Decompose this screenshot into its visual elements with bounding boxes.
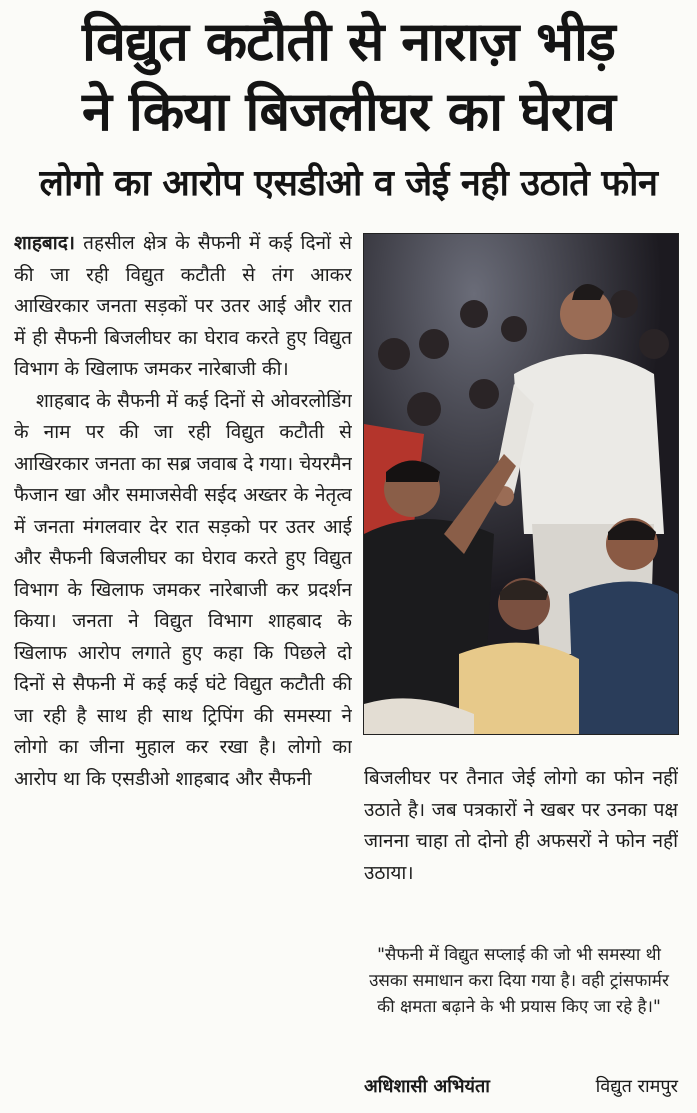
signatory-title: अधिशासी अभियंता xyxy=(364,1076,490,1097)
article-continuation-column xyxy=(364,763,678,933)
paragraph-1-text: तहसील क्षेत्र के सैफनी में कई दिनों से की जा रही विद्युत कटौती से तंग आकर आखिरकार जनता सड़कों पर उतर आई और रात में ही सैफनी बिजलीघर का घेराव करते हुए विद्युत विभाग के खिलाफ जमकर नारेबाजी की। xyxy=(14,232,352,380)
protest-photo xyxy=(363,233,679,735)
headline-line-1: विद्युत कटौती से नाराज़ भीड़ xyxy=(82,10,615,73)
quote-signature xyxy=(364,1073,678,1101)
headline-line-2: ने किया बिजलीघर का घेराव xyxy=(82,80,615,143)
signatory-office: विद्युत रामपुर xyxy=(595,1076,678,1097)
dateline: शाहबाद। xyxy=(14,232,75,254)
article-left-column xyxy=(14,228,352,1108)
article-paragraph-2: शाहबाद के सैफनी में कई दिनों से ओवरलोडिंग के नाम पर की जा रही विद्युत कटौती से आखिरकार जनता का सब्र जवाब दे गया। चेयरमैन फैजान खा और समाजसेवी सईद अख्तर के नेतृत्व में जनता मंगलवार देर रात सड़को पर उतर आई और सैफनी बिजलीघर का घेराव करते हुए विद्युत विभाग के खिलाफ जमकर नारेबाजी कर प्रदर्शन किया। जनता ने विद्युत विभाग शाहबाद के खिलाफ आरोप लगाते हुए कहा कि पिछले दो दिनों से सैफनी में कई कई घंटे विद्युत कटौती की जा रही है साथ ही साथ ट्रिपिंग की समस्या ने लोगो का जीना मुहाल कर रखा है। लोगो का आरोप था कि एसडीओ शाहबाद और सैफनी xyxy=(14,389,352,790)
subheadline: लोगो का आरोप एसडीओ व जेई नही उठाते फोन xyxy=(39,163,658,204)
article-paragraph-1 xyxy=(14,228,352,386)
article-continuation: बिजलीघर पर तैनात जेई लोगो का फोन नहीं उठाते है। जब पत्रकारों ने खबर पर उनका पक्ष जानना चाहा तो दोनो ही अफसरों ने फोन नहीं उठाया। xyxy=(364,767,678,884)
protest-crowd-image xyxy=(364,234,678,734)
official-quote: "सैफनी में विद्युत सप्लाई की जो भी समस्या थी उसका समाधान करा दिया गया है। वही ट्रांसफार्मर की क्षमता बढ़ाने के भी प्रयास किए जा रहे है।" xyxy=(369,945,669,1017)
